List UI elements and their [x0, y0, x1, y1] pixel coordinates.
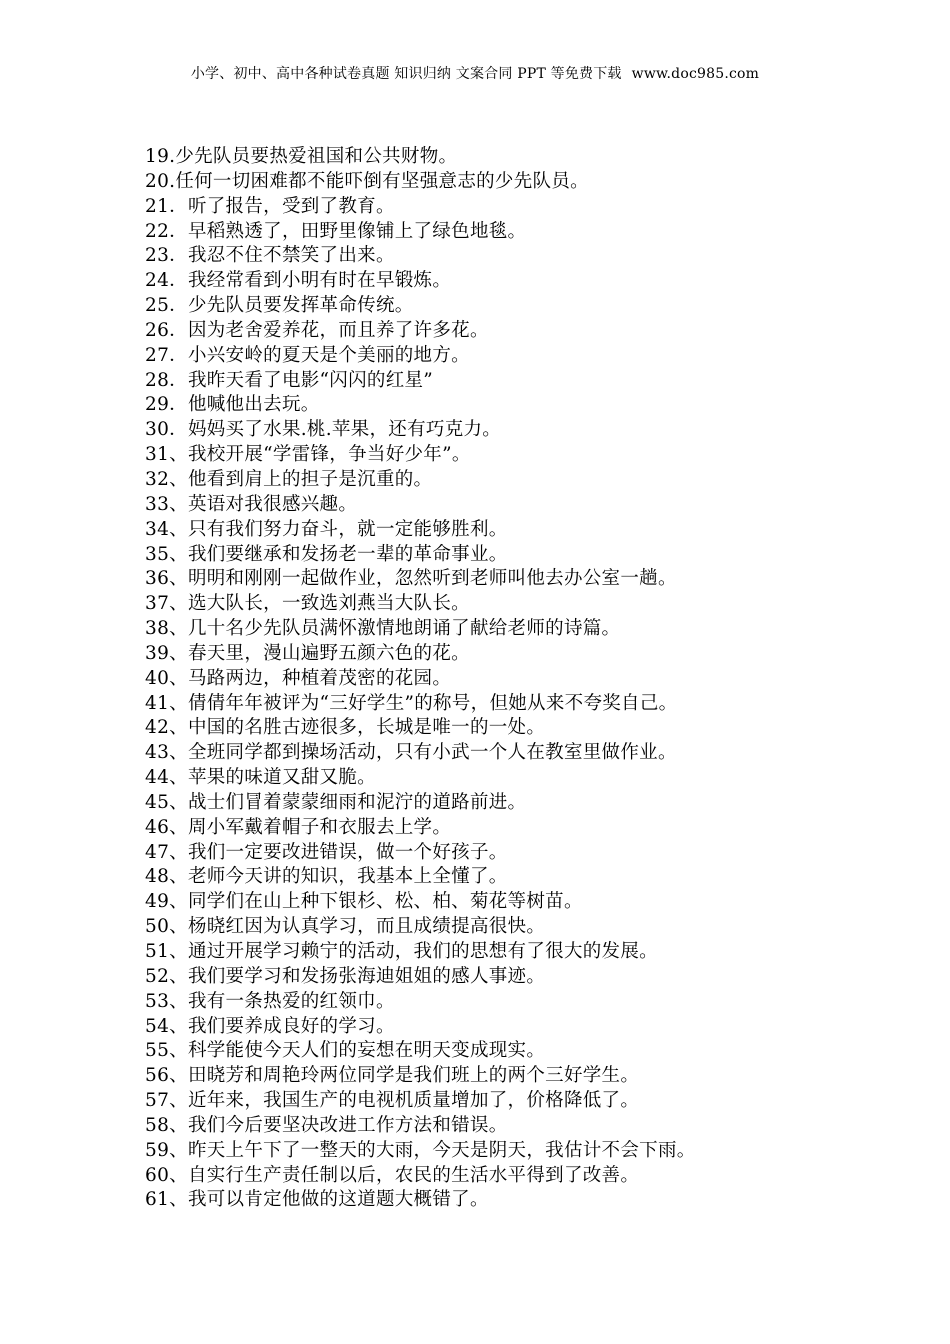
- sentence-item: 49、同学们在山上种下银杉、松、柏、菊花等树苗。: [145, 891, 583, 913]
- sentence-item: 37、选大队长，一致选刘燕当大队长。: [145, 593, 470, 615]
- sentence-item: 29．他喊他出去玩。: [145, 394, 320, 416]
- sentence-item: 35、我们要继承和发扬老一辈的革命事业。: [145, 543, 508, 565]
- sentence-item: 26．因为老舍爱养花，而且养了许多花。: [145, 319, 489, 341]
- sentence-item: 44、苹果的味道又甜又脆。: [145, 767, 376, 789]
- sentence-item: 50、杨晓红因为认真学习，而且成绩提高很快。: [145, 916, 546, 938]
- sentence-item: 19.少先队员要热爱祖国和公共财物。: [145, 146, 458, 167]
- sentence-item: 28．我昨天看了电影“闪闪的红星”: [145, 369, 434, 391]
- sentence-list: [145, 145, 925, 1213]
- sentence-item: 33、英语对我很感兴趣。: [145, 493, 358, 515]
- sentence-item: 43、全班同学都到操场活动，只有小武一个人在教室里做作业。: [145, 742, 677, 764]
- sentence-item: 21．听了报告，受到了教育。: [145, 195, 395, 217]
- sentence-item: 40、马路两边，种植着茂密的花园。: [145, 667, 452, 689]
- header-site: www.doc985.com: [631, 66, 760, 82]
- sentence-item: 24．我经常看到小明有时在早锻炼。: [145, 270, 452, 292]
- sentence-item: 39、春天里，漫山遍野五颜六色的花。: [145, 642, 470, 664]
- sentence-item: 23．我忍不住不禁笑了出来。: [145, 245, 395, 267]
- sentence-item: 58、我们今后要坚决改进工作方法和错误。: [145, 1114, 508, 1136]
- sentence-item: 57、近年来，我国生产的电视机质量增加了，价格降低了。: [145, 1090, 640, 1112]
- sentence-item: 54、我们要养成良好的学习。: [145, 1015, 395, 1037]
- sentence-item: 38、几十名少先队员满怀激情地朗诵了献给老师的诗篇。: [145, 618, 621, 640]
- sentence-item: 55、科学能使今天人们的妄想在明天变成现实。: [145, 1040, 546, 1062]
- sentence-item: 30．妈妈买了水果.桃.苹果，还有巧克力。: [145, 419, 502, 441]
- sentence-item: 34、只有我们努力奋斗，就一定能够胜利。: [145, 518, 508, 540]
- header-text: 小学、初中、高中各种试卷真题 知识归纳 文案合同 PPT 等免费下载: [190, 66, 622, 82]
- sentence-item: 59、昨天上午下了一整天的大雨，今天是阴天，我估计不会下雨。: [145, 1139, 696, 1161]
- sentence-item: 22．早稻熟透了，田野里像铺上了绿色地毯。: [145, 220, 527, 242]
- sentence-item: 31、我校开展“学雷锋，争当好少年”。: [145, 444, 471, 466]
- sentence-item: 45、战士们冒着蒙蒙细雨和泥泞的道路前进。: [145, 791, 527, 813]
- sentence-item: 41、倩倩年年被评为“三好学生”的称号，但她从来不夸奖自己。: [145, 692, 678, 714]
- sentence-item: 25．少先队员要发挥革命传统。: [145, 295, 414, 317]
- sentence-item: 46、周小军戴着帽子和衣服去上学。: [145, 816, 452, 838]
- sentence-item: 51、通过开展学习赖宁的活动，我们的思想有了很大的发展。: [145, 941, 658, 962]
- sentence-item: 27．小兴安岭的夏天是个美丽的地方。: [145, 344, 470, 366]
- sentence-item: 48、老师今天讲的知识，我基本上全懂了。: [145, 866, 508, 888]
- sentence-item: 56、田晓芳和周艳玲两位同学是我们班上的两个三好学生。: [145, 1065, 640, 1087]
- sentence-item: 60、自实行生产责任制以后，农民的生活水平得到了改善。: [145, 1164, 640, 1186]
- sentence-item: 20.任何一切困难都不能吓倒有坚强意志的少先队员。: [145, 170, 589, 192]
- sentence-item: 42、中国的名胜古迹很多，长城是唯一的一处。: [145, 717, 546, 739]
- sentence-item: 53、我有一条热爱的红领巾。: [145, 990, 395, 1012]
- sentence-item: 52、我们要学习和发扬张海迪姐姐的感人事迹。: [145, 965, 546, 987]
- sentence-item: 36、明明和刚刚一起做作业，忽然听到老师叫他去办公室一趟。: [145, 568, 677, 590]
- sentence-item: 32、他看到肩上的担子是沉重的。: [145, 468, 433, 490]
- sentence-item: 47、我们一定要改进错误，做一个好孩子。: [145, 841, 508, 863]
- sentence-item: 61、我可以肯定他做的这道题大概错了。: [145, 1189, 489, 1211]
- page-header: [0, 64, 950, 84]
